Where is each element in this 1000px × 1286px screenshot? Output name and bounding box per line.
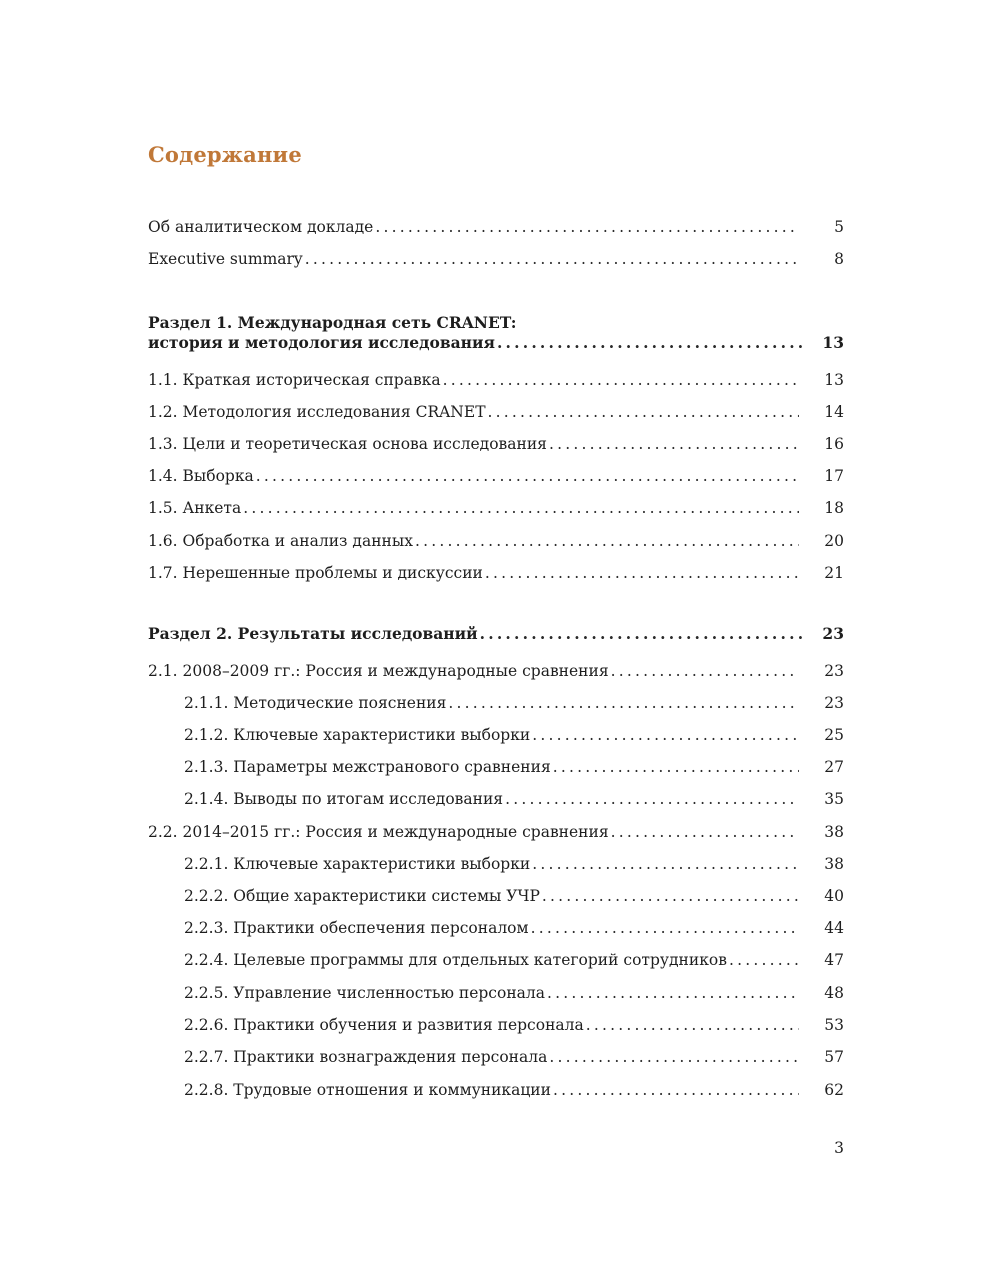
leader-dots [609,820,799,844]
toc-entry[interactable] [148,368,844,392]
toc-entry-label: 1.5. Анкета [148,499,242,517]
page-title: Содержание [148,142,302,167]
toc-entry-page: 53 [824,1016,844,1034]
toc-entry-page: 35 [824,790,844,808]
toc-entry-label: 2.2.3. Практики обеспечения персоналом [184,919,529,937]
leader-dots [495,331,804,355]
toc-entry-page: 57 [824,1048,844,1066]
toc-entry-page: 38 [824,823,844,841]
toc-entry-label: 2.2.6. Практики обучения и развития персонала [184,1016,584,1034]
toc-entry-label: 1.7. Нерешенные проблемы и дискуссии [148,564,483,582]
leader-dots [540,884,799,908]
leader-dots [254,464,799,488]
toc-entry-label: 2.1. 2008–2009 гг.: Россия и международные сравнения [148,662,609,680]
toc-entry-label: 2.2.1. Ключевые характеристики выборки [184,855,531,873]
leader-dots [551,1078,799,1102]
toc-subentry[interactable] [148,981,844,1005]
leader-dots [529,916,799,940]
toc-subentry[interactable] [148,1045,844,1069]
toc-entry[interactable] [148,432,844,456]
section-1-title-line2: история и методология исследования [148,333,495,352]
toc-section-1[interactable] [148,331,844,355]
toc-entry-page: 18 [824,499,844,517]
toc-entry-page: 40 [824,887,844,905]
toc-subentry[interactable] [148,852,844,876]
toc-subentry[interactable] [148,1013,844,1037]
section-2-title: Раздел 2. Результаты исследований [148,624,478,643]
toc-entry-page: 13 [824,371,844,389]
page-number: 3 [834,1139,844,1157]
toc-subentry[interactable] [148,1078,844,1102]
toc-entry-page: 20 [824,532,844,550]
toc-entry[interactable] [148,215,844,239]
leader-dots [413,529,799,553]
toc-section-page: 13 [822,333,844,352]
leader-dots [530,852,799,876]
toc-entry-page: 14 [824,403,844,421]
leader-dots [483,561,799,585]
toc-entry-label: 2.2. 2014–2015 гг.: Россия и международные сравнения [148,823,609,841]
toc-entry-label: 1.3. Цели и теоретическая основа исследования [148,435,547,453]
toc-subentry[interactable] [148,948,844,972]
toc-entry[interactable] [148,820,844,844]
leader-dots [545,981,799,1005]
toc-entry-label: 2.2.5. Управление численностью персонала [184,984,545,1002]
toc-entry-page: 8 [834,250,844,268]
toc-entry-page: 23 [824,662,844,680]
toc-subentry[interactable] [148,723,844,747]
leader-dots [547,1045,799,1069]
toc-entry-page: 25 [824,726,844,744]
toc-entry-label: 1.1. Краткая историческая справка [148,371,441,389]
toc-entry-label: 2.2.7. Практики вознаграждения персонала [184,1048,548,1066]
toc-entry-label: 2.1.3. Параметры межстранового сравнения [184,758,551,776]
toc-entry[interactable] [148,464,844,488]
toc-entry-page: 17 [824,467,844,485]
toc-entry-page: 16 [824,435,844,453]
toc-subentry[interactable] [148,787,844,811]
section-1-title-line1: Раздел 1. Международная сеть CRANET: [148,313,517,332]
toc-subentry[interactable] [148,755,844,779]
toc-entry[interactable] [148,659,844,683]
leader-dots [241,496,799,520]
toc-entry-label: 2.2.8. Трудовые отношения и коммуникации [184,1081,551,1099]
leader-dots [727,948,799,972]
toc-entry-label: 2.2.2. Общие характеристики системы УЧР [184,887,540,905]
leader-dots [486,400,799,424]
toc-entry-page: 47 [824,951,844,969]
toc-entry-page: 27 [824,758,844,776]
toc-entry-label: 2.1.1. Методические пояснения [184,694,447,712]
toc-section-page: 23 [822,624,844,643]
toc-entry-label: 2.1.4. Выводы по итогам исследования [184,790,504,808]
leader-dots [373,215,799,239]
leader-dots [478,622,804,646]
toc-entry-label: 2.1.2. Ключевые характеристики выборки [184,726,531,744]
leader-dots [547,432,799,456]
toc-entry-label: Об аналитическом докладе [148,218,374,236]
toc-entry-page: 23 [824,694,844,712]
toc-entry[interactable] [148,561,844,585]
toc-subentry[interactable] [148,916,844,940]
toc-entry-label: 2.2.4. Целевые программы для отдельных категорий сотрудников [184,951,727,969]
toc-entry[interactable] [148,496,844,520]
toc-section-2[interactable] [148,622,844,646]
toc-entry[interactable] [148,400,844,424]
leader-dots [441,368,799,392]
leader-dots [530,723,799,747]
leader-dots [584,1013,799,1037]
toc-entry-page: 21 [824,564,844,582]
toc-subentry[interactable] [148,691,844,715]
leader-dots [551,755,799,779]
toc-entry-page: 48 [824,984,844,1002]
toc-entry-label: 1.6. Обработка и анализ данных [148,532,413,550]
leader-dots [303,247,799,271]
toc-entry[interactable] [148,529,844,553]
toc-entry-page: 38 [824,855,844,873]
toc-entry-label: 1.2. Методология исследования CRANET [148,403,486,421]
toc-entry-page: 5 [834,218,844,236]
leader-dots [446,691,799,715]
toc-entry-label: Executive summary [148,250,303,268]
toc-entry[interactable] [148,247,844,271]
toc-entry-label: 1.4. Выборка [148,467,254,485]
toc-subentry[interactable] [148,884,844,908]
toc-entry-page: 44 [824,919,844,937]
leader-dots [609,659,799,683]
toc-entry-page: 62 [824,1081,844,1099]
leader-dots [503,787,799,811]
